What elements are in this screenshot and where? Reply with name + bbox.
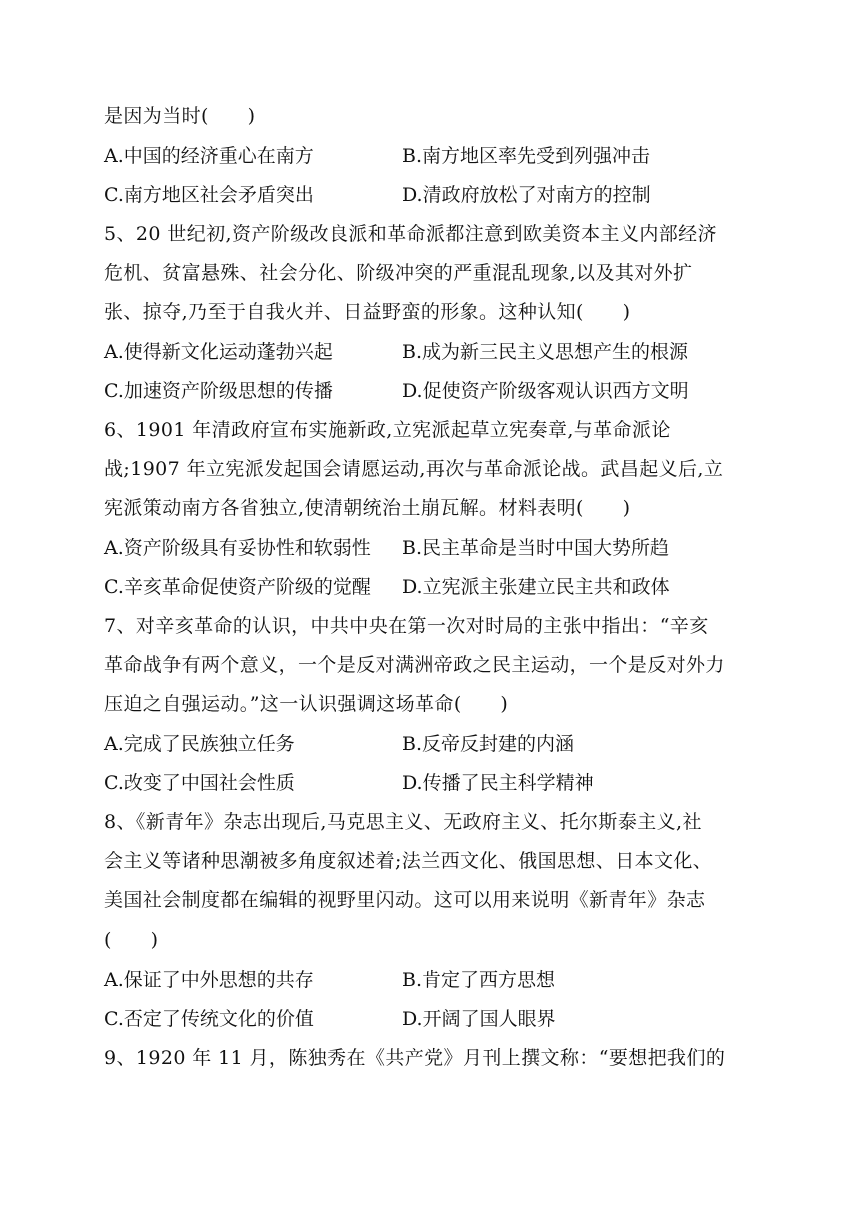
question-8-stem-line-1: 8、《新青年》杂志出现后,马克思主义、无政府主义、托尔斯泰主义,社 bbox=[104, 811, 702, 833]
question-7-option-b: B.反帝反封建的内涵 bbox=[402, 733, 575, 755]
question-7-option-a: A.完成了民族独立任务 bbox=[104, 733, 295, 755]
question-4-option-a: A.中国的经济重心在南方 bbox=[104, 145, 314, 167]
question-5-stem-line-3: 张、掠夺,乃至于自我火并、日益野蛮的形象。这种认知( ) bbox=[104, 301, 631, 323]
question-7-stem-line-1: 7、对辛亥革命的认识，中共中央在第一次对时局的主张中指出：“辛亥 bbox=[104, 615, 709, 637]
question-5-stem-line-1: 5、20 世纪初,资产阶级改良派和革命派都注意到欧美资本主义内部经济 bbox=[104, 223, 717, 245]
question-6-option-a: A.资产阶级具有妥协性和软弱性 bbox=[104, 537, 371, 559]
question-8-stem-line-3: 美国社会制度都在编辑的视野里闪动。这可以用来说明《新青年》杂志 bbox=[104, 889, 706, 911]
question-7-stem-line-3: 压迫之自强运动。”这一认识强调这场革命( ) bbox=[104, 693, 509, 715]
question-5-option-a: A.使得新文化运动蓬勃兴起 bbox=[104, 341, 333, 363]
question-6-option-c: C.辛亥革命促使资产阶级的觉醒 bbox=[104, 576, 371, 598]
question-4-option-b: B.南方地区率先受到列强冲击 bbox=[402, 145, 651, 167]
question-4-stem-end: 是因为当时( ) bbox=[104, 105, 256, 127]
question-5-option-b: B.成为新三民主义思想产生的根源 bbox=[402, 341, 689, 363]
question-8-option-d: D.开阔了国人眼界 bbox=[402, 1008, 556, 1030]
question-8-stem-line-4: ( ) bbox=[104, 929, 159, 951]
question-5-option-c: C.加速资产阶级思想的传播 bbox=[104, 380, 333, 402]
question-7-option-d: D.传播了民主科学精神 bbox=[402, 772, 594, 794]
question-6-stem-line-2: 战;1907 年立宪派发起国会请愿运动,再次与革命派论战。武昌起义后,立 bbox=[104, 458, 724, 480]
question-4-option-c: C.南方地区社会矛盾突出 bbox=[104, 184, 314, 206]
question-7-stem-line-2: 革命战争有两个意义，一个是反对满洲帝政之民主运动，一个是反对外力 bbox=[104, 654, 725, 676]
question-5-stem-line-2: 危机、贫富悬殊、社会分化、阶级冲突的严重混乱现象,以及其对外扩 bbox=[104, 262, 693, 284]
question-6-option-d: D.立宪派主张建立民主共和政体 bbox=[402, 576, 670, 598]
question-8-option-b: B.肯定了西方思想 bbox=[402, 969, 556, 991]
question-8-option-a: A.保证了中外思想的共存 bbox=[104, 969, 314, 991]
question-4-option-d: D.清政府放松了对南方的控制 bbox=[402, 184, 651, 206]
question-8-stem-line-2: 会主义等诸种思潮被多角度叙述着;法兰西文化、俄国思想、日本文化、 bbox=[104, 850, 713, 872]
question-8-option-c: C.否定了传统文化的价值 bbox=[104, 1008, 314, 1030]
question-6-option-b: B.民主革命是当时中国大势所趋 bbox=[402, 537, 670, 559]
question-5-option-d: D.促使资产阶级客观认识西方文明 bbox=[402, 380, 689, 402]
question-9-stem-line-1: 9、1920 年 11 月，陈独秀在《共产党》月刊上撰文称：“要想把我们的 bbox=[104, 1047, 726, 1069]
question-6-stem-line-1: 6、1901 年清政府宣布实施新政,立宪派起草立宪奏章,与革命派论 bbox=[104, 419, 671, 441]
question-7-option-c: C.改变了中国社会性质 bbox=[104, 772, 295, 794]
question-6-stem-line-3: 宪派策动南方各省独立,使清朝统治土崩瓦解。材料表明( ) bbox=[104, 497, 631, 519]
